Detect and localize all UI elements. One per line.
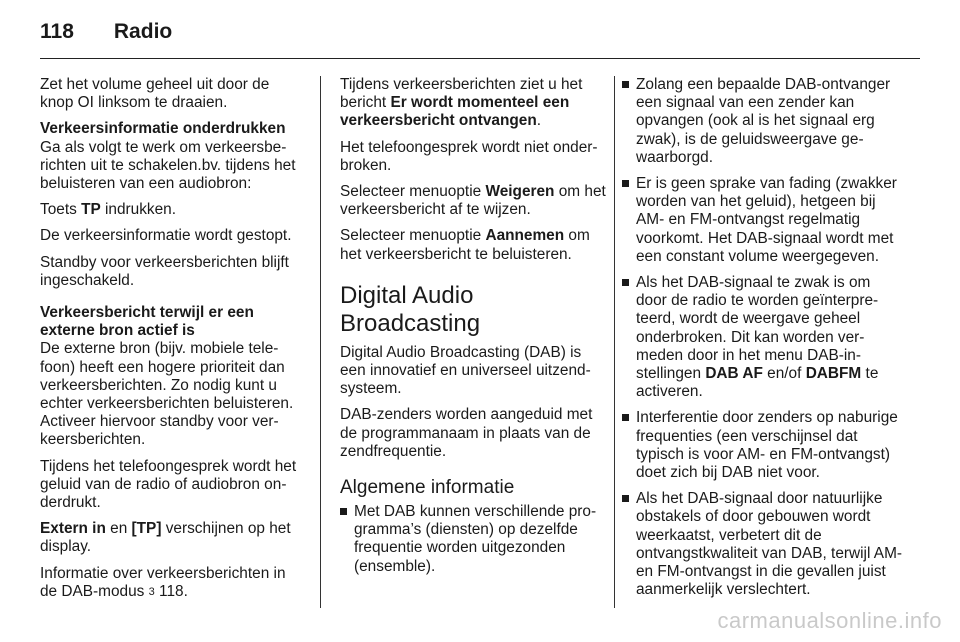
bullet-square-icon [622,279,629,286]
paragraph: DAB-zenders worden aangeduid met de programmanaam in plaats van de zendfrequentie. [340,406,593,460]
header-divider [40,58,920,59]
column-right [622,76,904,607]
paragraph: Selecteer menuoptie Aannemen om het verkeersbericht te beluisteren. [340,227,590,263]
tp-key-label: TP [81,201,101,219]
page-header [40,20,172,50]
column-middle [340,76,606,584]
chapter-title: Radio [113,20,173,43]
watermark: carmanualsonline.info [717,608,942,633]
list-item: Er is geen sprake van fading (zwakker worden van het geluid), hetgeen bij AM- en FM-ontvangst regelmatig voorkomt. Het DAB-signaal wordt met een constant volume weergegeven. [622,175,904,266]
bullet-square-icon [622,81,629,88]
column-divider [320,76,321,608]
bullet-square-icon [340,508,347,515]
list-item: Met DAB kunnen verschillende programma’s (diensten) op dezelfde frequentie worden uitgezonden (ensemble). [340,503,606,576]
paragraph: Tijdens het telefoongesprek wordt het geluid van de radio of audiobron onderdrukt. [40,457,297,512]
paragraph: Informatie over verkeersberichten in de DAB-modus 3 118. [40,564,286,600]
paragraph: De verkeersinformatie wordt gestopt. [40,227,292,245]
page-reference: 118. [154,582,188,600]
list-item: Zolang een bepaalde DAB-ontvanger een signaal van een zender kan opvangen (ook al is het signaal erg zwak), is de geluidsweergave gewaarborgd. [622,76,904,167]
bullet-list [340,503,606,576]
intro-paragraph: Zet het volume geheel uit door de knop OI linksom te draaien. [40,76,270,112]
column-left [40,76,306,609]
page-number: 118 [40,20,74,43]
bullet-square-icon [622,414,629,421]
paragraph: De externe bron (bijv. mobiele telefoon) heeft een hogere prioriteit dan verkeersberichten. Zo nodig kunt u echter verkeersberichten beluisteren. Activeer hiervoor standby voor verkeersberichten. [40,340,294,449]
paragraph: Tijdens verkeersberichten ziet u het bericht Er wordt momenteel een verkeersbericht ontvangen. [340,76,583,130]
section-title-external-source: Verkeersbericht terwijl er een externe bron actief is [40,304,254,340]
bullet-square-icon [622,495,629,502]
list-item: Als het DAB-signaal te zwak is om door de radio te worden geïnterpreteerd, wordt de weergave geheel onderbroken. Dit kan worden vermeden door in het menu DAB-instellingen DAB AF en/of DABFM te activeren. [622,274,904,401]
page-reference-arrow-icon: 3 [148,585,155,598]
paragraph: Extern in en [TP] verschijnen op het display. [40,520,291,556]
column-divider [614,76,615,608]
list-item: Interferentie door zenders op naburige frequenties (een verschijnsel dat typisch is voor AM- en FM-ontvangst) doet zich bij DAB niet voor. [622,409,904,482]
paragraph: Het telefoongesprek wordt niet onderbroken. [340,138,598,174]
paragraph: Digital Audio Broadcasting (DAB) is een innovatief en universeel uitzendsysteem. [340,343,591,398]
paragraph: Selecteer menuoptie Weigeren om het verkeersbericht af te wijzen. [340,183,606,219]
bullet-square-icon [622,180,629,187]
section-title-traffic-suppress: Verkeersinformatie onderdrukken [40,120,286,138]
bullet-list [622,76,904,599]
list-item: Als het DAB-signaal door natuurlijke obstakels of door gebouwen wordt weerkaatst, verbetert dit de ontvangstkwaliteit van DAB, terwijl AM- en FM-ontvangst in die gevallen juist aanmerkelijk verslechtert. [622,490,904,599]
subheading-general-info: Algemene informatie [340,477,515,499]
paragraph: Toets TP indrukken. [40,201,177,219]
section-heading-dab: Digital Audio Broadcasting [340,281,481,337]
paragraph: Ga als volgt te werk om verkeersberichten uit te schakelen.bv. tijdens het beluisteren van een audiobron: [40,138,296,193]
paragraph: Standby voor verkeersberichten blijft ingeschakeld. [40,253,289,289]
